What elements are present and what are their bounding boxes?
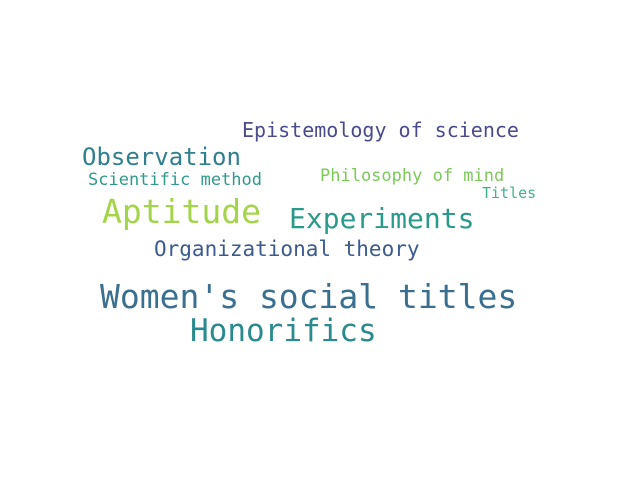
word-philosophy-of-mind: Philosophy of mind <box>320 166 505 186</box>
word-experiments: Experiments <box>289 202 475 235</box>
word-organizational-theory: Organizational theory <box>154 237 420 261</box>
word-aptitude: Aptitude <box>102 192 261 231</box>
word-epistemology-of-science: Epistemology of science <box>242 118 519 142</box>
word-scientific-method: Scientific method <box>88 170 262 190</box>
word-womens-social-titles: Women's social titles <box>100 277 518 316</box>
word-titles: Titles <box>482 184 537 202</box>
word-observation: Observation <box>82 143 241 171</box>
word-honorifics: Honorifics <box>190 313 377 349</box>
